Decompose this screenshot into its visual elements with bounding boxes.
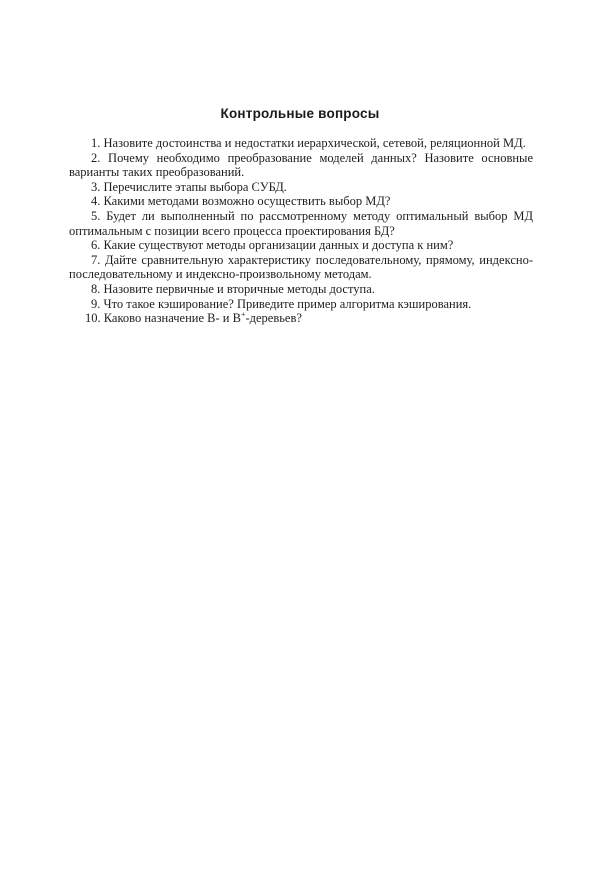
question-item: 7. Дайте сравнительную характеристику последовательному, прямому, индексно-последовательному и индексно-произвольному методам. <box>69 252 533 282</box>
question-item: 6. Какие существуют методы организации данных и доступа к ним? <box>91 238 454 253</box>
question-item: 2. Почему необходимо преобразование моделей данных? Назовите основные варианты таких преобразований. <box>69 150 533 180</box>
question-item: 4. Какими методами возможно осуществить выбор МД? <box>91 194 391 209</box>
question-item: 9. Что такое кэширование? Приведите пример алгоритма кэширования. <box>91 296 472 311</box>
question-item: 3. Перечислите этапы выбора СУБД. <box>91 179 287 194</box>
question-item: 1. Назовите достоинства и недостатки иерархической, сетевой, реляционной МД. <box>91 136 526 150</box>
question-text-after: -деревьев? <box>245 311 302 326</box>
question-item <box>69 311 533 326</box>
question-text-before: 10. Каково назначение В- и В <box>85 311 241 326</box>
question-item: 5. Будет ли выполненный по рассмотренному методу оптимальный выбор МД оптимальным с позиции всего процесса проектирования БД? <box>69 208 533 238</box>
question-item: 8. Назовите первичные и вторичные методы доступа. <box>91 281 375 296</box>
questions-list <box>69 136 533 326</box>
superscript-plus: + <box>240 310 246 320</box>
section-title: Контрольные вопросы <box>220 106 380 121</box>
